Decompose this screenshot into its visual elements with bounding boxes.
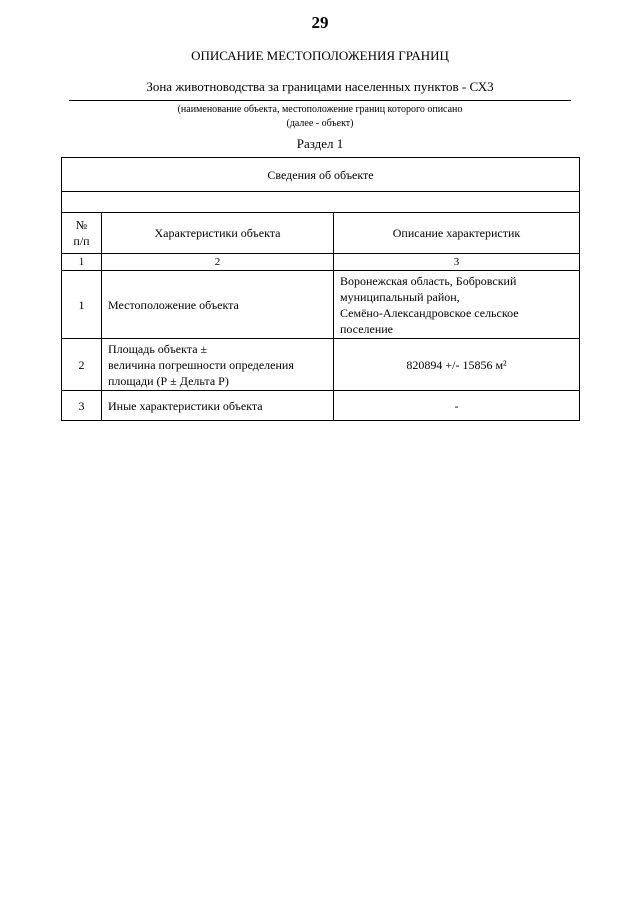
object-info-table xyxy=(61,157,580,421)
object-name: Зона животноводства за границами населенных пунктов - СХ3 xyxy=(146,79,494,94)
row-description xyxy=(334,271,580,339)
description-line: Семёно-Александровское сельское xyxy=(340,305,519,320)
column-header-characteristics: Характеристики объекта xyxy=(102,213,334,254)
table-row xyxy=(62,339,580,391)
caption-line-2: (далее - объект) xyxy=(286,118,354,129)
table-row xyxy=(62,271,580,339)
row-number: 1 xyxy=(62,271,102,339)
row-number: 3 xyxy=(62,391,102,421)
column-index-2: 2 xyxy=(102,254,334,271)
column-header-num xyxy=(62,213,102,254)
row-description: - xyxy=(334,391,580,421)
description-line: Воронежская область, Бобровский xyxy=(340,273,517,288)
num-header-line-2: п/п xyxy=(73,234,90,248)
row-number: 2 xyxy=(62,339,102,391)
row-characteristic: Местоположение объекта xyxy=(102,271,334,339)
section-title: Раздел 1 xyxy=(296,136,344,151)
column-index-row xyxy=(62,254,580,271)
description-line: муниципальный район, xyxy=(340,289,460,304)
row-characteristic: Иные характеристики объекта xyxy=(102,391,334,421)
description-line: поселение xyxy=(340,321,394,336)
num-header-line-1: № xyxy=(75,218,88,232)
row-description: 820894 +/- 15856 м² xyxy=(334,339,580,391)
table-blank-row xyxy=(62,192,580,213)
characteristic-line: площади (Р ± Дельта Р) xyxy=(108,373,229,388)
column-headers-row xyxy=(62,213,580,254)
blank-cell xyxy=(62,192,580,213)
column-header-description: Описание характеристик xyxy=(334,213,580,254)
page-number: 29 xyxy=(311,13,329,32)
column-index-1: 1 xyxy=(62,254,102,271)
row-characteristic xyxy=(102,339,334,391)
characteristic-line: величина погрешности определения xyxy=(108,357,294,372)
table-header: Сведения об объекте xyxy=(62,158,580,192)
column-index-3: 3 xyxy=(334,254,580,271)
table-row xyxy=(62,391,580,421)
characteristic-line: Площадь объекта ± xyxy=(108,341,208,356)
underline-rule xyxy=(69,100,571,101)
table-header-row xyxy=(62,158,580,192)
document-title: ОПИСАНИЕ МЕСТОПОЛОЖЕНИЯ ГРАНИЦ xyxy=(191,48,449,63)
caption-line-1: (наименование объекта, местоположение границ которого описано xyxy=(177,104,463,115)
